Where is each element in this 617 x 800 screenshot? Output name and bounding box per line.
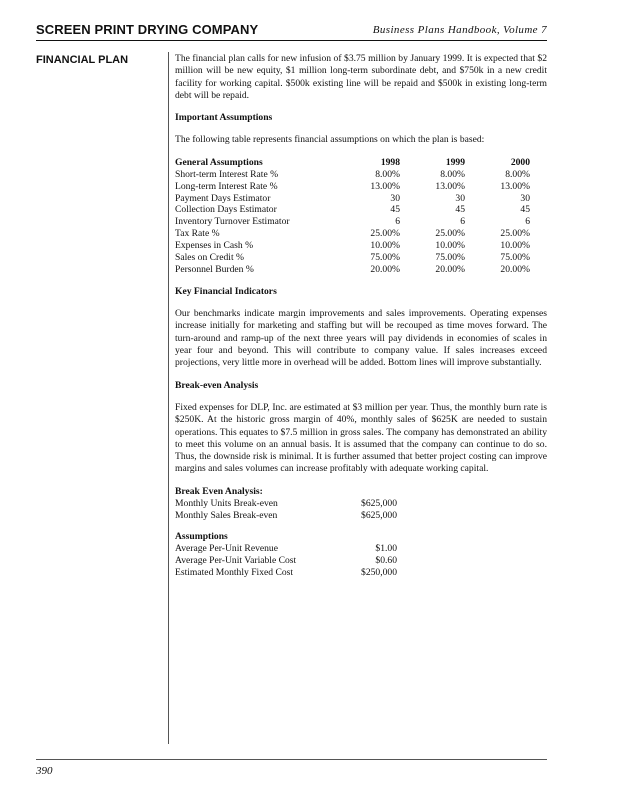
row-value: $0.60 bbox=[375, 555, 397, 567]
row-value: 10.00% bbox=[500, 240, 530, 252]
row-value: 13.00% bbox=[370, 180, 400, 192]
breakeven-heading: Break-even Analysis bbox=[175, 379, 259, 391]
header-rule bbox=[36, 40, 547, 41]
breakeven-assumptions-heading: Assumptions bbox=[175, 531, 228, 543]
key-indicators-text: Our benchmarks indicate margin improvements and sales improvements. Operating expenses increase initially for marketing and staffing but will be recouped as time moves forward. The turn-around and ramp-up of the next three years will pay dividends in economies of scales in year four and beyond. This will contribute to company value. If sales increases exceed projections, very little more in overhead will be added. Bottom lines will improve substantially. bbox=[175, 308, 547, 369]
running-header-book: Business Plans Handbook, Volume 7 bbox=[372, 24, 547, 36]
table-header-row bbox=[175, 157, 530, 169]
table-row bbox=[175, 204, 530, 216]
table-row bbox=[175, 498, 397, 510]
row-label: Average Per-Unit Variable Cost bbox=[175, 555, 297, 567]
table-row bbox=[175, 169, 530, 181]
row-value: $1.00 bbox=[375, 543, 397, 555]
row-label: Long-term Interest Rate % bbox=[175, 180, 278, 192]
row-value: 45 bbox=[455, 204, 465, 216]
row-value: 20.00% bbox=[370, 263, 400, 275]
general-assumptions-table bbox=[175, 157, 530, 276]
row-value: 30 bbox=[520, 192, 530, 204]
row-label: Inventory Turnover Estimator bbox=[175, 216, 290, 228]
table-row bbox=[175, 240, 530, 252]
margin-divider bbox=[168, 52, 169, 744]
row-value: $625,000 bbox=[361, 509, 397, 521]
table-row bbox=[175, 228, 530, 240]
row-value: 25.00% bbox=[435, 228, 465, 240]
row-value: 10.00% bbox=[370, 240, 400, 252]
breakeven-table bbox=[175, 486, 397, 522]
row-value: 45 bbox=[390, 204, 400, 216]
row-value: 6 bbox=[525, 216, 530, 228]
row-value: 13.00% bbox=[435, 180, 465, 192]
key-indicators-heading: Key Financial Indicators bbox=[175, 285, 277, 297]
row-value: 20.00% bbox=[435, 263, 465, 275]
row-label: Estimated Monthly Fixed Cost bbox=[175, 567, 294, 579]
row-label: Monthly Sales Break-even bbox=[175, 509, 278, 521]
row-value: 8.00% bbox=[440, 168, 465, 180]
breakeven-assumptions-table bbox=[175, 531, 397, 579]
footer-rule bbox=[36, 759, 547, 760]
row-label: Sales on Credit % bbox=[175, 252, 245, 264]
breakeven-table-heading: Break Even Analysis: bbox=[175, 485, 263, 497]
row-label: Collection Days Estimator bbox=[175, 204, 277, 216]
row-label: Payment Days Estimator bbox=[175, 192, 271, 204]
row-value: 30 bbox=[390, 192, 400, 204]
row-label: Personnel Burden % bbox=[175, 263, 254, 275]
table-row bbox=[175, 555, 397, 567]
row-value: 30 bbox=[455, 192, 465, 204]
table-row bbox=[175, 510, 397, 522]
row-value: 45 bbox=[520, 204, 530, 216]
row-value: $625,000 bbox=[361, 497, 397, 509]
row-value: 75.00% bbox=[435, 252, 465, 264]
row-value: 75.00% bbox=[500, 252, 530, 264]
table-row bbox=[175, 252, 530, 264]
table-row bbox=[175, 543, 397, 555]
table-row bbox=[175, 216, 530, 228]
row-value: $250,000 bbox=[361, 567, 397, 579]
row-value: 75.00% bbox=[370, 252, 400, 264]
row-value: 6 bbox=[460, 216, 465, 228]
row-value: 13.00% bbox=[500, 180, 530, 192]
row-value: 8.00% bbox=[505, 168, 530, 180]
table-row bbox=[175, 567, 397, 579]
row-label: Average Per-Unit Revenue bbox=[175, 543, 278, 555]
table-row bbox=[175, 181, 530, 193]
row-value: 6 bbox=[395, 216, 400, 228]
table-row bbox=[175, 264, 530, 276]
running-header-title: SCREEN PRINT DRYING COMPANY bbox=[36, 22, 259, 37]
row-label: Monthly Units Break-even bbox=[175, 497, 278, 509]
row-value: 25.00% bbox=[370, 228, 400, 240]
row-value: 25.00% bbox=[500, 228, 530, 240]
important-assumptions-heading: Important Assumptions bbox=[175, 112, 273, 124]
row-label: Short-term Interest Rate % bbox=[175, 168, 279, 180]
row-label: Tax Rate % bbox=[175, 228, 220, 240]
intro-paragraph: The financial plan calls for new infusion of $3.75 million by January 1999. It is expected that $2 million will be new equity, $1 million long-term subordinate debt, and $750k in a new credit facility for working capital. $500k existing line will be repaid and $500k in existing long-term debt will be repaid. bbox=[175, 53, 547, 101]
table-row bbox=[175, 193, 530, 205]
table-header-cell: 2000 bbox=[510, 156, 530, 168]
section-label: FINANCIAL PLAN bbox=[36, 54, 129, 66]
row-value: 8.00% bbox=[375, 168, 400, 180]
table-header-cell: General Assumptions bbox=[175, 156, 263, 168]
row-value: 20.00% bbox=[500, 263, 530, 275]
table-header-cell: 1998 bbox=[380, 156, 400, 168]
page-number: 390 bbox=[36, 765, 53, 777]
main-content bbox=[175, 53, 547, 589]
breakeven-text: Fixed expenses for DLP, Inc. are estimated at $3 million per year. Thus, the monthly burn rate is $250K. At the historic gross margin of 40%, monthly sales of $625K are needed to sustain operations. This equates to $7.5 million in gross sales. The company has demonstrated an ability to meet this volume on an annual basis. It is assumed that the company can continue to do so. Thus, the downside risk is minimal. It is further assumed that better project costing can improve margins and sales volumes can increase profitably with adequate working capital. bbox=[175, 401, 547, 475]
row-value: 10.00% bbox=[435, 240, 465, 252]
row-label: Expenses in Cash % bbox=[175, 240, 254, 252]
important-assumptions-text: The following table represents financial assumptions on which the plan is based: bbox=[175, 134, 485, 146]
table-header-cell: 1999 bbox=[445, 156, 465, 168]
